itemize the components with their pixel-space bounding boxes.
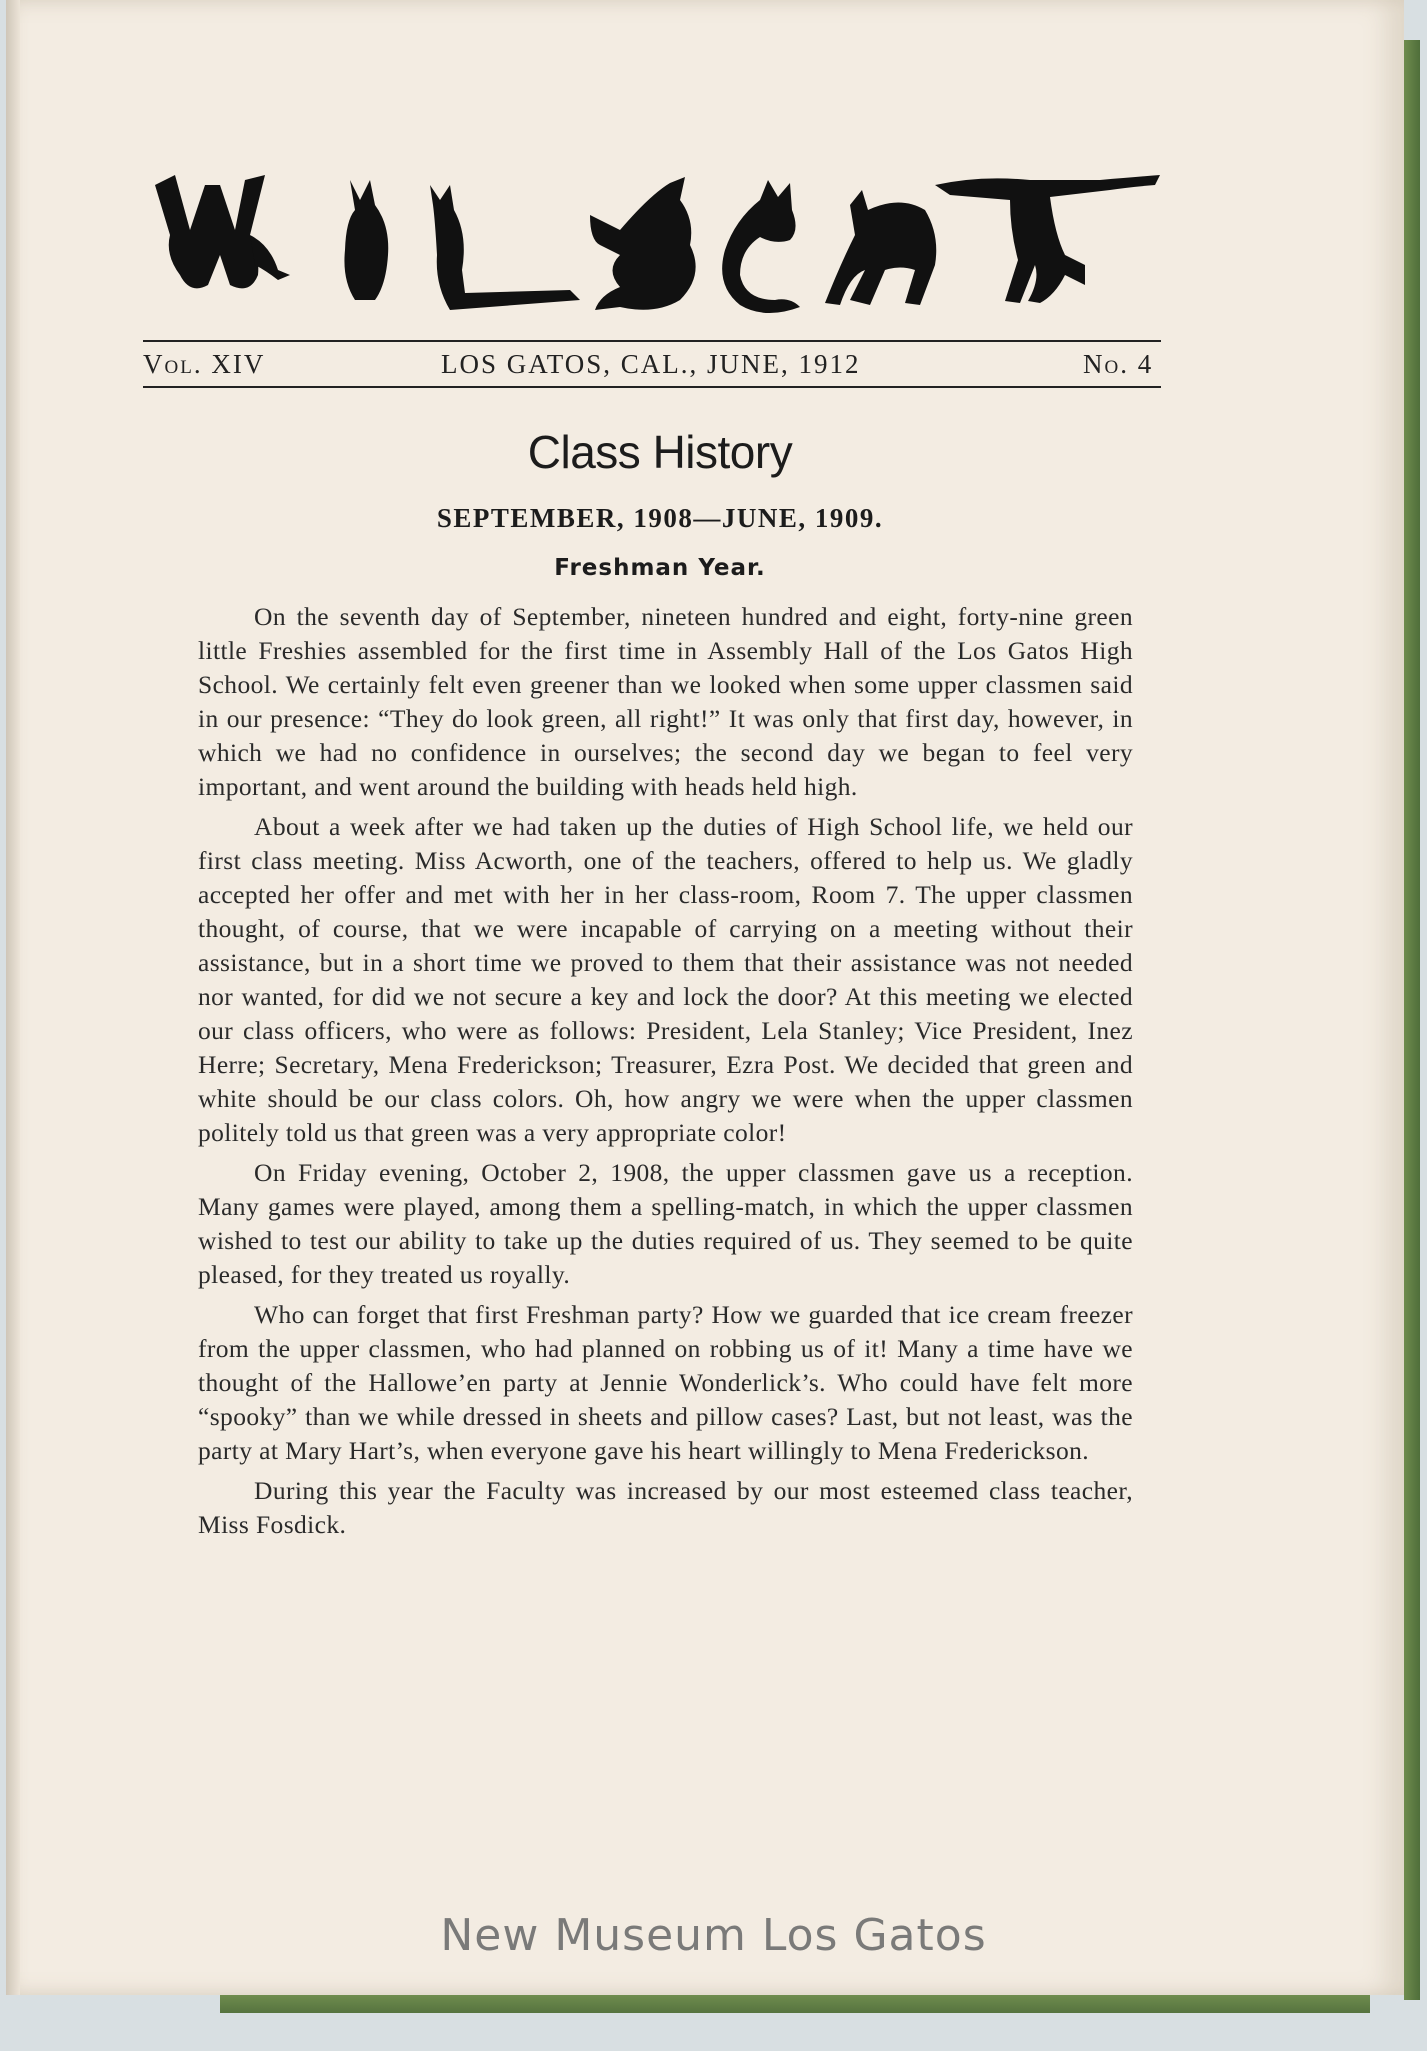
cat-letter-t-icon bbox=[935, 175, 1160, 303]
page-spine-shadow bbox=[6, 0, 20, 1995]
masthead-top-rule bbox=[143, 340, 1161, 342]
cover-edge-bottom bbox=[220, 1995, 1370, 2013]
cat-letter-d-icon bbox=[590, 177, 696, 310]
paragraph: During this year the Faculty was increased by our most esteemed class teacher, Miss Fosdick. bbox=[198, 1476, 1133, 1539]
article-dates: SEPTEMBER, 1908—JUNE, 1909. bbox=[436, 503, 884, 533]
museum-watermark: New Museum Los Gatos bbox=[440, 1910, 987, 1961]
cat-letter-l-icon bbox=[430, 185, 580, 310]
wild-cat-masthead-logo bbox=[150, 175, 1165, 325]
place-date-label: LOS GATOS, CAL., JUNE, 1912 bbox=[441, 349, 861, 379]
paragraph: On the seventh day of September, nineteen hundred and eight, forty-nine green little Freshies assembled for the first time in Assembly Hall of the Los Gatos High School. We certainly felt even greener than we looked when some upper classmen said in our presence: “They do look green, all right!” It was only that first day, however, in which we had no confidence in ourselves; the second day we began to feel very important, and went around the building with heads held high. bbox=[198, 602, 1133, 801]
article-title: Class History bbox=[527, 426, 793, 478]
issue-number-label: No. 4 bbox=[1083, 349, 1154, 379]
paragraph: Who can forget that first Freshman party? How we guarded that ice cream freezer from the upper classmen, who had planned on robbing us of it! Many a time have we thought of the Hallowe’en party at Jennie Wonderlick’s. Who could have felt more “spooky” than we while dressed in sheets and pillow cases? Last, but not least, was the party at Mary Hart’s, when everyone gave his heart willingly to Mena Frederickson. bbox=[198, 1300, 1133, 1465]
cat-letter-a-icon bbox=[825, 190, 936, 305]
masthead-bottom-rule bbox=[143, 386, 1161, 388]
year-heading: Freshman Year. bbox=[554, 555, 766, 581]
article-body bbox=[198, 600, 1133, 1548]
cat-letter-c-icon bbox=[722, 180, 800, 313]
cat-letter-w-icon bbox=[155, 175, 290, 288]
cover-edge-right bbox=[1404, 40, 1420, 2000]
paragraph: About a week after we had taken up the duties of High School life, we held our first class meeting. Miss Acworth, one of the teachers, offered to help us. We gladly accepted her offer and met with her in her class-room, Room 7. The upper classmen thought, of course, that we were incapable of carrying on a meeting without their assistance, but in a short time we proved to them that their assistance was not needed nor wanted, for did we not secure a key and lock the door? At this meeting we elected our class officers, who were as follows: President, Lela Stanley; Vice President, Inez Herre; Secretary, Mena Frederickson; Treasurer, Ezra Post. We decided that green and white should be our class colors. Oh, how angry we were when the upper classmen politely told us that green was a very appropriate color! bbox=[198, 812, 1133, 1147]
cat-letter-i-icon bbox=[344, 180, 388, 300]
volume-label: Vol. XIV bbox=[143, 349, 266, 379]
paragraph: On Friday evening, October 2, 1908, the upper classmen gave us a reception. Many games were played, among them a spelling-match, in which the upper classmen wished to test our ability to take up the duties required of us. They seemed to be quite pleased, for they treated us royally. bbox=[198, 1158, 1133, 1289]
